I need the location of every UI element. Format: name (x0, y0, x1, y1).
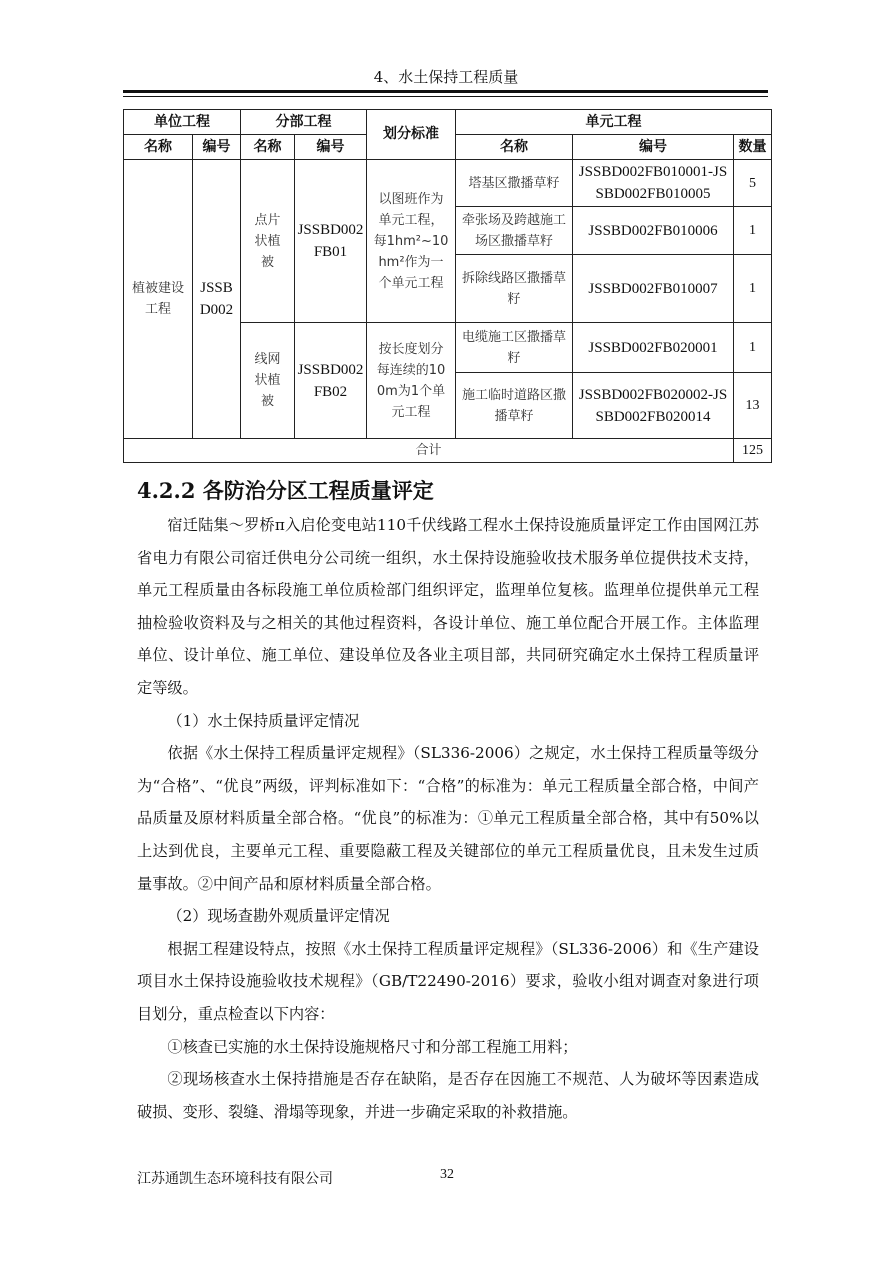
footer-company: 江苏通凯生态环境科技有限公司 (137, 1171, 333, 1187)
sub-name-cell: 线网状植被 (241, 323, 295, 439)
unit-name-cell: 植被建设工程 (124, 160, 193, 439)
element-count-cell: 1 (734, 323, 772, 373)
header-name: 名称 (124, 135, 193, 160)
table-total-row (124, 439, 772, 463)
element-name-cell: 牵张场及跨越施工场区撒播草籽 (456, 207, 573, 255)
header-element-project: 单元工程 (456, 110, 772, 135)
header-code: 编号 (573, 135, 734, 160)
subsection-heading: （1）水土保持质量评定情况 (167, 711, 360, 730)
sub-code-cell: JSSBD002FB01 (295, 160, 367, 323)
paragraph: 根据工程建设特点，按照《水土保持工程质量评定规程》（SL336-2006）和《生产建设项目水土保持设施验收技术规程》（GB/T22490-2016）要求，验收小组对调查对象进行项目划分，重点检查以下内容： (137, 939, 759, 1023)
sub-code-cell: JSSBD002FB02 (295, 323, 367, 439)
element-name-cell: 施工临时道路区撒播草籽 (456, 373, 573, 439)
element-code-cell: JSSBD002FB010001-JSSBD002FB010005 (573, 160, 734, 207)
paragraph: 宿迁陆集～罗桥π入启伦变电站110千伏线路工程水土保持设施质量评定工作由国网江苏省电力有限公司宿迁供电分公司统一组织，水土保持设施验收技术服务单位提供技术支持，单元工程质量由各标段施工单位质检部门组织评定，监理单位复核。监理单位提供单元工程抽检验收资料及与之相关的其他过程资料，各设计单位、施工单位配合开展工作。主体监理单位、设计单位、施工单位、建设单位及各业主项目部，共同研究确定水土保持工程质量评定等级。 (137, 516, 759, 697)
total-label-cell: 合计 (124, 439, 734, 463)
header-rule-thick (123, 90, 768, 93)
header-unit-project: 单位工程 (124, 110, 241, 135)
criteria-cell: 按长度划分每连续的100m为1个单元工程 (367, 323, 456, 439)
element-code-cell: JSSBD002FB020001 (573, 323, 734, 373)
header-name: 名称 (456, 135, 573, 160)
header-name: 名称 (241, 135, 295, 160)
element-count-cell: 1 (734, 255, 772, 323)
table-row (124, 160, 772, 207)
element-name-cell: 塔基区撒播草籽 (456, 160, 573, 207)
body-text (137, 509, 759, 1128)
element-name-cell: 电缆施工区撒播草籽 (456, 323, 573, 373)
header-count: 数量 (734, 135, 772, 160)
section-heading: 4.2.2 各防治分区工程质量评定 (137, 478, 434, 503)
header-sub-project: 分部工程 (241, 110, 367, 135)
table-header-row-1 (124, 110, 772, 135)
header-code: 编号 (295, 135, 367, 160)
element-count-cell: 13 (734, 373, 772, 439)
total-value-cell: 125 (734, 439, 772, 463)
paragraph: 依据《水土保持工程质量评定规程》（SL336-2006）之规定，水土保持工程质量等级分为“合格”、“优良”两级，评判标准如下：“合格”的标准为：单元工程质量全部合格，中间产品质量及原材料质量全部合格。“优良”的标准为：①单元工程质量全部合格，其中有50%以上达到优良，主要单元工程、重要隐蔽工程及关键部位的单元工程质量优良，且未发生过质量事故。②中间产品和原材料质量全部合格。 (137, 744, 759, 893)
subsection-heading: （2）现场查勘外观质量评定情况 (167, 907, 390, 926)
element-code-cell: JSSBD002FB020002-JSSBD002FB020014 (573, 373, 734, 439)
unit-code-cell: JSSBD002 (193, 160, 241, 439)
criteria-cell: 以图班作为单元工程，每1hm²~10hm²作为一个单元工程 (367, 160, 456, 323)
element-name-cell: 拆除线路区撒播草籽 (456, 255, 573, 323)
element-code-cell: JSSBD002FB010007 (573, 255, 734, 323)
header-code: 编号 (193, 135, 241, 160)
quality-division-table (123, 109, 772, 463)
header-rule-thin (123, 96, 768, 97)
paragraph: ②现场核查水土保持措施是否存在缺陷，是否存在因施工不规范、人为破坏等因素造成破损、变形、裂缝、滑塌等现象，并进一步确定采取的补救措施。 (137, 1070, 759, 1121)
element-code-cell: JSSBD002FB010006 (573, 207, 734, 255)
element-count-cell: 5 (734, 160, 772, 207)
paragraph: ①核查已实施的水土保持设施规格尺寸和分部工程施工用料； (167, 1037, 578, 1056)
header-criteria: 划分标准 (367, 110, 456, 160)
page-number: 32 (440, 1167, 454, 1182)
sub-name-cell: 点片状植被 (241, 160, 295, 323)
running-header: 4、水土保持工程质量 (373, 68, 519, 86)
element-count-cell: 1 (734, 207, 772, 255)
